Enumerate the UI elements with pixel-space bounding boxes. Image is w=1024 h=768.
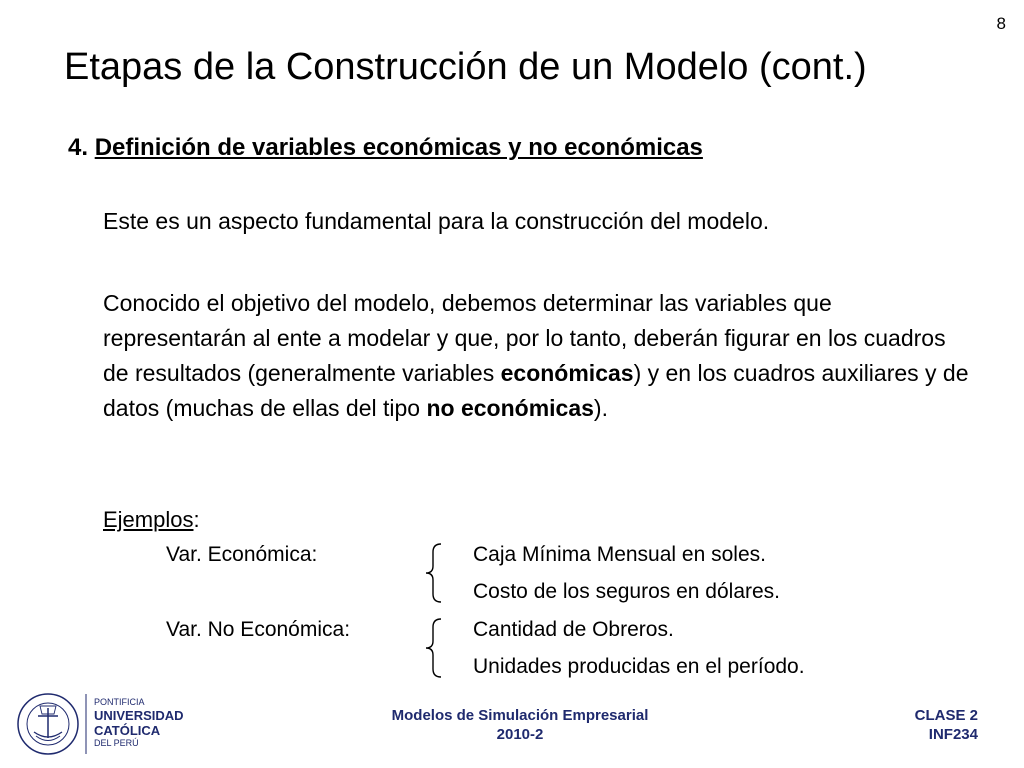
example-item: Costo de los seguros en dólares. — [473, 580, 781, 603]
page-number: 8 — [996, 14, 1006, 33]
brace-icon — [423, 542, 443, 604]
examples-label-colon: : — [193, 507, 200, 532]
footer-course — [340, 706, 700, 744]
paragraph-body-bold2: no económicas — [426, 395, 594, 421]
paragraph-body-part1: Conocido el objetivo del modelo, debemos determinar las variables que representarán al ente a modelar y que, por lo tanto, deberán figurar en los cuadros de resultados (generalmente variables — [103, 290, 946, 386]
footer-term: 2010-2 — [496, 726, 544, 743]
footer-course-name: Modelos de Simulación Empresarial — [391, 707, 649, 724]
example-category-economic: Var. Económica: — [166, 543, 318, 566]
paragraph-body-part2: ) y en los cuadros auxiliares y de datos (muchas de ellas del tipo — [103, 360, 969, 421]
logo-line4: DEL PERÚ — [94, 738, 139, 748]
logo-line1: PONTIFICIA — [94, 697, 145, 707]
logo-line2: UNIVERSIDAD — [94, 708, 184, 723]
example-item: Unidades producidas en el período. — [473, 655, 805, 678]
footer-class — [915, 706, 978, 744]
heading-number: 4. — [68, 134, 89, 161]
paragraph-body-bold1: económicas — [500, 360, 634, 386]
slide-title: Etapas de la Construcción de un Modelo (cont.) — [64, 46, 867, 88]
examples-label-text: Ejemplos — [103, 507, 194, 532]
paragraph-body — [103, 286, 973, 426]
examples-label — [103, 507, 200, 533]
paragraph-intro: Este es un aspecto fundamental para la construcción del modelo. — [103, 208, 770, 234]
logo-line3: CATÓLICA — [94, 723, 161, 738]
section-heading — [68, 134, 703, 162]
university-name — [94, 697, 184, 749]
example-category-non-economic: Var. No Económica: — [166, 618, 351, 641]
example-item: Caja Mínima Mensual en soles. — [473, 543, 766, 566]
heading-text: Definición de variables económicas y no económicas — [94, 134, 703, 161]
paragraph-body-part3: ). — [593, 395, 608, 421]
footer-class-label: CLASE 2 — [914, 707, 978, 724]
brace-icon — [423, 617, 443, 679]
footer-course-code: INF234 — [928, 726, 978, 743]
example-item: Cantidad de Obreros. — [473, 618, 674, 641]
